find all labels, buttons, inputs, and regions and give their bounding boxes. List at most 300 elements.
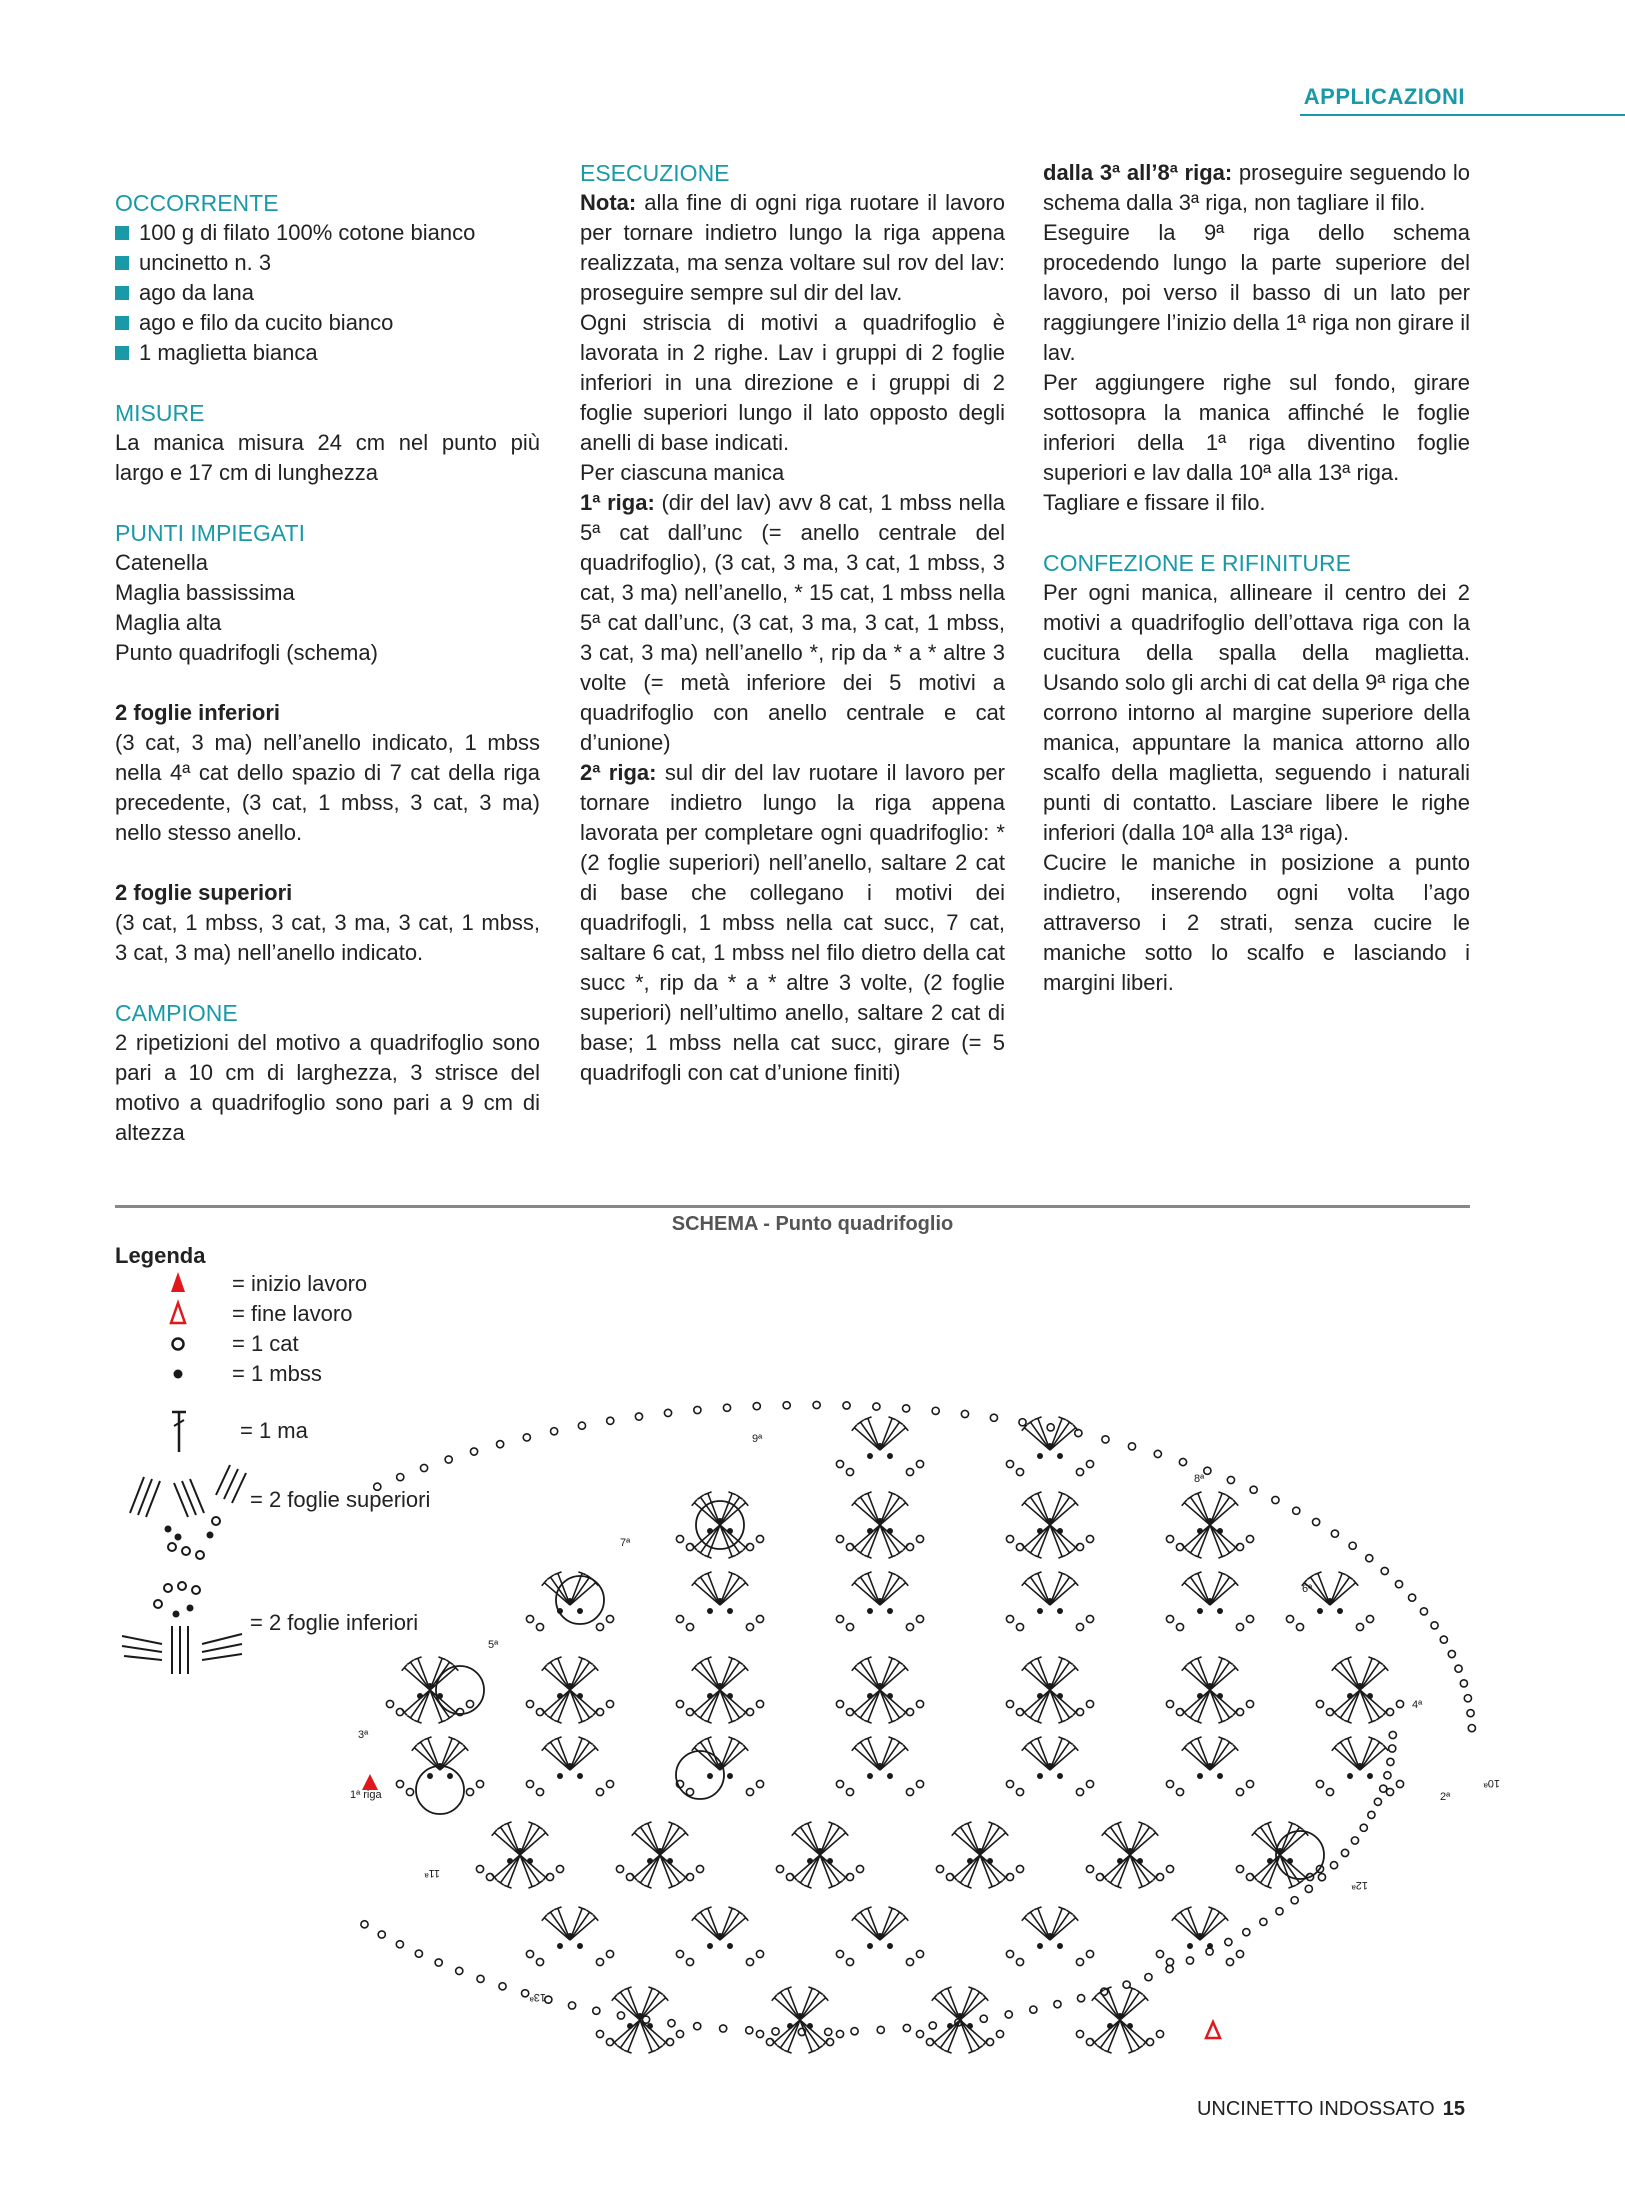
chain-stitch xyxy=(1146,2038,1153,2045)
slip-stitch xyxy=(877,1518,883,1524)
chain-stitch xyxy=(916,1700,923,1707)
slip-stitch xyxy=(1197,1773,1203,1779)
chain-stitch xyxy=(486,1873,493,1880)
chain-stitch xyxy=(1236,1788,1243,1795)
row2-label: 2ª riga: xyxy=(580,760,657,785)
slip-stitch xyxy=(967,1858,973,1864)
leaf-stitch xyxy=(777,2046,784,2051)
chain-stitch xyxy=(686,1958,693,1965)
leaf-stitch xyxy=(586,1660,593,1665)
leaf-stitch xyxy=(937,1990,944,1995)
chain-stitch xyxy=(526,1700,533,1707)
chain-stitch xyxy=(813,1401,820,1408)
chain-stitch xyxy=(1006,1615,1013,1622)
leaf-stitch xyxy=(547,1740,554,1745)
slip-stitch xyxy=(507,1858,513,1864)
leaf-stitch xyxy=(857,1575,864,1580)
chain-stitch xyxy=(676,1700,683,1707)
leaf-stitch xyxy=(896,1575,903,1580)
chain-stitch xyxy=(906,1788,913,1795)
slip-stitch xyxy=(707,1608,713,1614)
chain-stitch xyxy=(1420,1608,1427,1615)
chain-stitch xyxy=(1448,1650,1455,1657)
chain-stitch xyxy=(686,1543,693,1550)
slip-stitch xyxy=(717,1598,723,1604)
slip-stitch xyxy=(877,1443,883,1449)
slip-stitch xyxy=(1057,1608,1063,1614)
chain-stitch xyxy=(616,1865,623,1872)
slip-stitch xyxy=(1217,1773,1223,1779)
chain-stitch xyxy=(916,1780,923,1787)
chain-stitch xyxy=(415,1950,422,1957)
chain-stitch xyxy=(1166,1615,1173,1622)
punti-title: PUNTI IMPIEGATI xyxy=(115,520,305,546)
chain-stitch xyxy=(420,1464,427,1471)
chain-stitch xyxy=(1368,1811,1375,1818)
chain-stitch xyxy=(1086,1780,1093,1787)
chain-stitch xyxy=(606,1615,613,1622)
slip-stitch xyxy=(627,2023,633,2029)
slip-stitch xyxy=(1197,1608,1203,1614)
chain-stitch xyxy=(1145,1973,1152,1980)
slip-stitch xyxy=(887,1528,893,1534)
chain-stitch xyxy=(1318,1874,1325,1881)
chain-stitch xyxy=(1016,1468,1023,1475)
slip-stitch xyxy=(717,1683,723,1689)
slip-stitch xyxy=(577,1943,583,1949)
slip-stitch xyxy=(887,1693,893,1699)
chain-stitch xyxy=(1468,1724,1475,1731)
leaf-stitch xyxy=(1107,1825,1114,1830)
chain-stitch xyxy=(676,1615,683,1622)
leaf-stitch xyxy=(637,1881,644,1886)
leaf-stitch xyxy=(586,1740,593,1745)
leaf-stitch xyxy=(637,1825,644,1830)
leaf-stitch xyxy=(1107,1881,1114,1886)
leaf-stitch xyxy=(816,1990,823,1995)
chain-stitch xyxy=(1236,1543,1243,1550)
row1-label: 1ª riga: xyxy=(580,490,655,515)
leaf-stitch xyxy=(1027,1551,1034,1556)
leaf-stitch xyxy=(1027,1740,1034,1745)
chain-stitch xyxy=(825,2028,832,2035)
leaf-stitch xyxy=(1187,1495,1194,1500)
slip-stitch xyxy=(827,1858,833,1864)
chain-stitch xyxy=(1455,1665,1462,1672)
stitch-name: Catenella xyxy=(115,550,208,575)
slip-stitch xyxy=(1197,1933,1203,1939)
leaf-stitch xyxy=(697,1551,704,1556)
chain-stitch xyxy=(846,1623,853,1630)
slip-stitch xyxy=(1207,1518,1213,1524)
chain-stitch xyxy=(961,1410,968,1417)
slip-stitch xyxy=(887,1608,893,1614)
slip-stitch xyxy=(877,1933,883,1939)
chain-stitch xyxy=(466,1700,473,1707)
leaf-stitch xyxy=(1027,1716,1034,1721)
slip-stitch xyxy=(1047,1933,1053,1939)
chain-stitch xyxy=(551,1428,558,1435)
slip-stitch xyxy=(1347,1773,1353,1779)
paragraph: Cucire le maniche in posizione a punto indietro, inserendo ogni volta l’ago attraverso i 2 strati, senza cucire le maniche sotto lo scalfo e lasciando i margini liberi. xyxy=(1043,850,1470,995)
leaf-stitch xyxy=(1066,1740,1073,1745)
chain-stitch xyxy=(526,1780,533,1787)
row-label: 9ª xyxy=(752,1433,763,1445)
chain-stitch xyxy=(497,1441,504,1448)
chain-stitch xyxy=(1330,1862,1337,1869)
slip-stitch xyxy=(1047,1443,1053,1449)
leaf-stitch xyxy=(836,1881,843,1886)
chain-stitch xyxy=(396,1780,403,1787)
chain-stitch xyxy=(1246,1700,1253,1707)
chain-stitch xyxy=(1086,2038,1093,2045)
chain-stitch xyxy=(1246,1535,1253,1542)
leaf-stitch xyxy=(1097,2046,1104,2051)
chain-stitch xyxy=(906,1543,913,1550)
chain-stitch xyxy=(694,1406,701,1413)
leaf-stitch xyxy=(896,1420,903,1425)
leaf-stitch xyxy=(996,1825,1003,1830)
leaf-stitch xyxy=(617,1990,624,1995)
chain-stitch xyxy=(435,1959,442,1966)
leaf-stitch xyxy=(736,1495,743,1500)
chain-stitch xyxy=(606,1950,613,1957)
leaf-stitch xyxy=(547,1660,554,1665)
leaf-stitch xyxy=(857,1660,864,1665)
chain-stitch xyxy=(456,1967,463,1974)
slip-stitch xyxy=(577,1693,583,1699)
chain-stitch xyxy=(1227,1476,1234,1483)
chain-stitch xyxy=(1236,1623,1243,1630)
slip-stitch xyxy=(867,1453,873,1459)
chain-stitch xyxy=(916,1950,923,1957)
row-label: 11ª xyxy=(424,1867,440,1879)
chain-stitch xyxy=(873,1403,880,1410)
lower-leaves-text: (3 cat, 3 ma) nell’anello indicato, 1 mbss nella 4ª cat dello spazio di 7 cat della riga precedente, (3 cat, 1 mbss, 3 cat, 3 ma) nello stesso anello. xyxy=(115,730,540,845)
chain-stitch xyxy=(836,1535,843,1542)
chain-stitch xyxy=(1030,2006,1037,2013)
slip-stitch xyxy=(1047,1683,1053,1689)
chain-stitch xyxy=(1356,1623,1363,1630)
chain-stitch xyxy=(1016,1788,1023,1795)
slip-stitch xyxy=(807,1858,813,1864)
chain-stitch xyxy=(1086,1865,1093,1872)
slip-stitch xyxy=(1277,1848,1283,1854)
slip-stitch xyxy=(817,1848,823,1854)
chain-stitch xyxy=(523,1434,530,1441)
page-number: 15 xyxy=(1442,2098,1465,2120)
slip-stitch xyxy=(707,1693,713,1699)
chain-stitch xyxy=(1331,1530,1338,1537)
chain-stitch xyxy=(1006,1460,1013,1467)
chain-stitch xyxy=(1464,1695,1471,1702)
chain-stitch xyxy=(1246,1780,1253,1787)
chain-stitch xyxy=(1286,1615,1293,1622)
chain-stitch xyxy=(466,1788,473,1795)
slip-stitch xyxy=(517,1848,523,1854)
chain-stitch xyxy=(946,1873,953,1880)
chain-stitch xyxy=(1349,1542,1356,1549)
chain-stitch xyxy=(786,1873,793,1880)
chain-stitch xyxy=(397,1473,404,1480)
leaf-stitch xyxy=(896,1660,903,1665)
chain-stitch xyxy=(361,1921,368,1928)
chain-stitch xyxy=(1086,1700,1093,1707)
leaf-stitch xyxy=(1376,1660,1383,1665)
chain-stitch xyxy=(522,1990,529,1997)
slip-stitch xyxy=(567,1933,573,1939)
slip-stitch xyxy=(557,1693,563,1699)
upper-leaves-text: (3 cat, 1 mbss, 3 cat, 3 ma, 3 cat, 1 mbss, 3 cat, 3 ma) nell’anello indicato. xyxy=(115,910,540,965)
stitch-name: Punto quadrifogli (schema) xyxy=(115,640,378,665)
chain-stitch xyxy=(996,2030,1003,2037)
slip-stitch xyxy=(567,1683,573,1689)
chain-stitch xyxy=(1408,1594,1415,1601)
row3-8-text: proseguire seguendo lo schema dalla 3ª riga, non tagliare il filo. xyxy=(1043,160,1470,215)
chain-stitch xyxy=(1243,1929,1250,1936)
chain-stitch xyxy=(374,1483,381,1490)
slip-stitch xyxy=(1337,1608,1343,1614)
chain-stitch xyxy=(1176,1708,1183,1715)
slip-stitch xyxy=(1117,1858,1123,1864)
row2-text: sul dir del lav ruotare il lavoro per tornare indietro lungo la riga appena lavorata per completare ogni quadrifoglio: * (2 foglie superiori) nell’anello, saltare 2 cat di base che collegano i motivi dei quadrifogli, 1 mbss nella cat succ, 7 cat, saltare 6 cat, 1 mbss nel filo dietro della cat succ *, rip da * a * altre 3 volte, (2 foglie superiori) nell’ultimo anello, saltare 2 cat di base; 1 mbss nella cat succ, girare (= 5 quadrifogli con cat d’unione finiti) xyxy=(580,760,1005,1085)
slip-stitch xyxy=(1037,1773,1043,1779)
slip-stitch xyxy=(1057,1773,1063,1779)
slip-stitch xyxy=(1107,2023,1113,2029)
leaf-stitch xyxy=(1346,1575,1353,1580)
chain-stitch xyxy=(783,1402,790,1409)
chain-stitch xyxy=(1374,1798,1381,1805)
leaf-stitch xyxy=(1187,1716,1194,1721)
chain-stitch xyxy=(756,1780,763,1787)
leaf-stitch xyxy=(857,1910,864,1915)
chain-stitch xyxy=(526,1615,533,1622)
leaf-stitch xyxy=(656,1990,663,1995)
slip-stitch xyxy=(527,1858,533,1864)
leaf-stitch xyxy=(1066,1575,1073,1580)
slip-stitch xyxy=(1037,1453,1043,1459)
chain-stitch xyxy=(1236,1950,1243,1957)
chain-stitch xyxy=(1054,2001,1061,2008)
slip-stitch xyxy=(1137,1858,1143,1864)
chain-stitch xyxy=(916,1615,923,1622)
leaf-stitch xyxy=(1226,1575,1233,1580)
chain-stitch xyxy=(578,1422,585,1429)
chain-stitch xyxy=(1316,1780,1323,1787)
chain-stitch xyxy=(1387,1758,1394,1765)
chain-stitch xyxy=(1460,1680,1467,1687)
slip-stitch xyxy=(1207,1943,1213,1949)
slip-stitch xyxy=(667,1858,673,1864)
slip-stitch xyxy=(1287,1858,1293,1864)
row-label: 13ª xyxy=(529,1991,546,2003)
legend-cat: = 1 cat xyxy=(232,1331,299,1356)
chain-stitch xyxy=(746,1958,753,1965)
campione-title: CAMPIONE xyxy=(115,1000,238,1026)
chain-stitch xyxy=(1396,1700,1403,1707)
leaf-stitch xyxy=(1187,1551,1194,1556)
legend-sup: = 2 foglie superiori xyxy=(250,1487,431,1512)
list-item: ago e filo da cucito bianco xyxy=(115,308,540,338)
chain-stitch xyxy=(846,1543,853,1550)
chain-stitch xyxy=(836,1780,843,1787)
row-label: 12ª xyxy=(1351,1879,1368,1891)
chain-stitch xyxy=(836,1700,843,1707)
chain-stitch xyxy=(607,1417,614,1424)
slip-stitch xyxy=(1037,1608,1043,1614)
chain-stitch xyxy=(1204,1467,1211,1474)
slip-stitch xyxy=(787,2023,793,2029)
chain-stitch xyxy=(556,1865,563,1872)
leaf-stitch xyxy=(407,1716,414,1721)
chain-stitch xyxy=(635,1413,642,1420)
slip-stitch xyxy=(1047,1598,1053,1604)
chain-stitch xyxy=(676,2030,683,2037)
leaf-stitch xyxy=(407,1660,414,1665)
leaf-stitch xyxy=(586,1716,593,1721)
chain-stitch xyxy=(746,1788,753,1795)
chain-stitch xyxy=(766,2038,773,2045)
chain-stitch xyxy=(386,1700,393,1707)
leaf-stitch xyxy=(1216,1910,1223,1915)
leaf-stitch xyxy=(1337,1716,1344,1721)
leaf-stitch xyxy=(1146,1825,1153,1830)
slip-stitch xyxy=(1217,1608,1223,1614)
leaf-stitch xyxy=(937,2046,944,2051)
chain-stitch xyxy=(776,1865,783,1872)
row-label: 5ª xyxy=(488,1639,499,1651)
slip-stitch xyxy=(1197,1528,1203,1534)
leaf-stitch xyxy=(857,1551,864,1556)
chain-stitch xyxy=(536,1708,543,1715)
chain-stitch xyxy=(1366,1615,1373,1622)
leaf-stitch xyxy=(996,1881,1003,1886)
leaf-stitch xyxy=(976,1990,983,1995)
slip-stitch xyxy=(727,1693,733,1699)
section-header: APPLICAZIONI xyxy=(1303,84,1465,109)
leaf-stitch xyxy=(777,1990,784,1995)
chain-stitch xyxy=(1326,1788,1333,1795)
chain-stitch xyxy=(877,2026,884,2033)
leaf-stitch xyxy=(1136,2046,1143,2051)
chain-stitch xyxy=(1096,1873,1103,1880)
chain-stitch xyxy=(476,1865,483,1872)
leaf-stitch xyxy=(736,1740,743,1745)
chain-stitch xyxy=(756,1535,763,1542)
chain-stitch xyxy=(1006,1873,1013,1880)
chain-stitch xyxy=(1341,1849,1348,1856)
chain-stitch xyxy=(916,2030,923,2037)
chain-stitch xyxy=(1016,1865,1023,1872)
leaf-stitch xyxy=(1066,1716,1073,1721)
leaf-stitch xyxy=(656,2046,663,2051)
leaf-stitch xyxy=(797,1881,804,1886)
slip-stitch xyxy=(877,1598,883,1604)
slip-stitch xyxy=(1037,1693,1043,1699)
chain-stitch xyxy=(906,1468,913,1475)
leaf-stitch xyxy=(697,1660,704,1665)
leaf-stitch xyxy=(1226,1740,1233,1745)
slip-stitch xyxy=(1207,1683,1213,1689)
leaf-stitch xyxy=(676,1881,683,1886)
slip-stitch xyxy=(1047,1763,1053,1769)
chain-stitch xyxy=(1313,1518,1320,1525)
leaf-stitch xyxy=(1226,1660,1233,1665)
row-label: 10ª xyxy=(1483,1777,1500,1789)
slip-stitch xyxy=(1117,2013,1123,2019)
slip-stitch xyxy=(447,1773,453,1779)
slip-stitch xyxy=(707,1773,713,1779)
chain-stitch xyxy=(1076,1543,1083,1550)
chain-stitch xyxy=(756,1950,763,1957)
row-label: 7ª xyxy=(620,1537,631,1549)
chain-stitch xyxy=(772,2028,779,2035)
slip-stitch xyxy=(877,1683,883,1689)
slip-stitch xyxy=(867,1773,873,1779)
chain-stitch xyxy=(1102,1436,1109,1443)
leaf-stitch xyxy=(1066,1551,1073,1556)
slip-stitch xyxy=(887,1773,893,1779)
chain-stitch xyxy=(606,2038,613,2045)
leaf-stitch xyxy=(896,1551,903,1556)
chain-stitch xyxy=(596,2030,603,2037)
confezione-title: CONFEZIONE E RIFINITURE xyxy=(1043,550,1351,576)
chain-stitch xyxy=(476,1780,483,1787)
slip-stitch xyxy=(1207,1763,1213,1769)
slip-stitch xyxy=(577,1608,583,1614)
chain-stitch xyxy=(1326,1708,1333,1715)
row3-8-label: dalla 3ª all’8ª riga: xyxy=(1043,160,1233,185)
chain-stitch xyxy=(664,1409,671,1416)
leaf-stitch xyxy=(1337,1740,1344,1745)
chain-stitch xyxy=(826,2038,833,2045)
leaf-stitch xyxy=(617,2046,624,2051)
chain-stitch xyxy=(1076,1468,1083,1475)
chain-stitch xyxy=(1384,1772,1391,1779)
chain-stitch xyxy=(1128,1443,1135,1450)
chain-stitch xyxy=(1166,1700,1173,1707)
chain-stitch xyxy=(378,1931,385,1938)
chain-stitch xyxy=(1086,1950,1093,1957)
leaf-stitch xyxy=(1187,1740,1194,1745)
legend-ma: = 1 ma xyxy=(240,1418,308,1443)
chain-stitch xyxy=(593,2007,600,2014)
chain-stitch xyxy=(926,2038,933,2045)
chain-stitch xyxy=(1076,1958,1083,1965)
chain-stitch xyxy=(1386,1708,1393,1715)
chain-stitch xyxy=(1047,1424,1054,1431)
legend-fine: = fine lavoro xyxy=(232,1301,353,1326)
leaf-stitch xyxy=(697,1910,704,1915)
chain-stitch xyxy=(676,1535,683,1542)
chain-stitch xyxy=(1166,1780,1173,1787)
chain-stitch xyxy=(1086,1615,1093,1622)
slip-stitch xyxy=(1367,1693,1373,1699)
leaf-stitch xyxy=(1066,1495,1073,1500)
chain-stitch xyxy=(1440,1636,1447,1643)
slip-stitch xyxy=(977,1848,983,1854)
chain-stitch xyxy=(746,1623,753,1630)
slip-stitch xyxy=(1357,1763,1363,1769)
chain-stitch xyxy=(1395,1581,1402,1588)
stitch-name: Maglia bassissima xyxy=(115,580,295,605)
chain-stitch xyxy=(851,2028,858,2035)
paragraph: Per aggiungere righe sul fondo, girare sottosopra la manica affinché le foglie inferiori della 1ª riga diventino foglie superiori e lav dalla 10ª alla 13ª riga. xyxy=(1043,370,1470,485)
chain-stitch xyxy=(1005,2011,1012,2018)
list-item: uncinetto n. 3 xyxy=(115,248,540,278)
chain-stitch xyxy=(617,2012,624,2019)
leaf-stitch xyxy=(1307,1575,1314,1580)
